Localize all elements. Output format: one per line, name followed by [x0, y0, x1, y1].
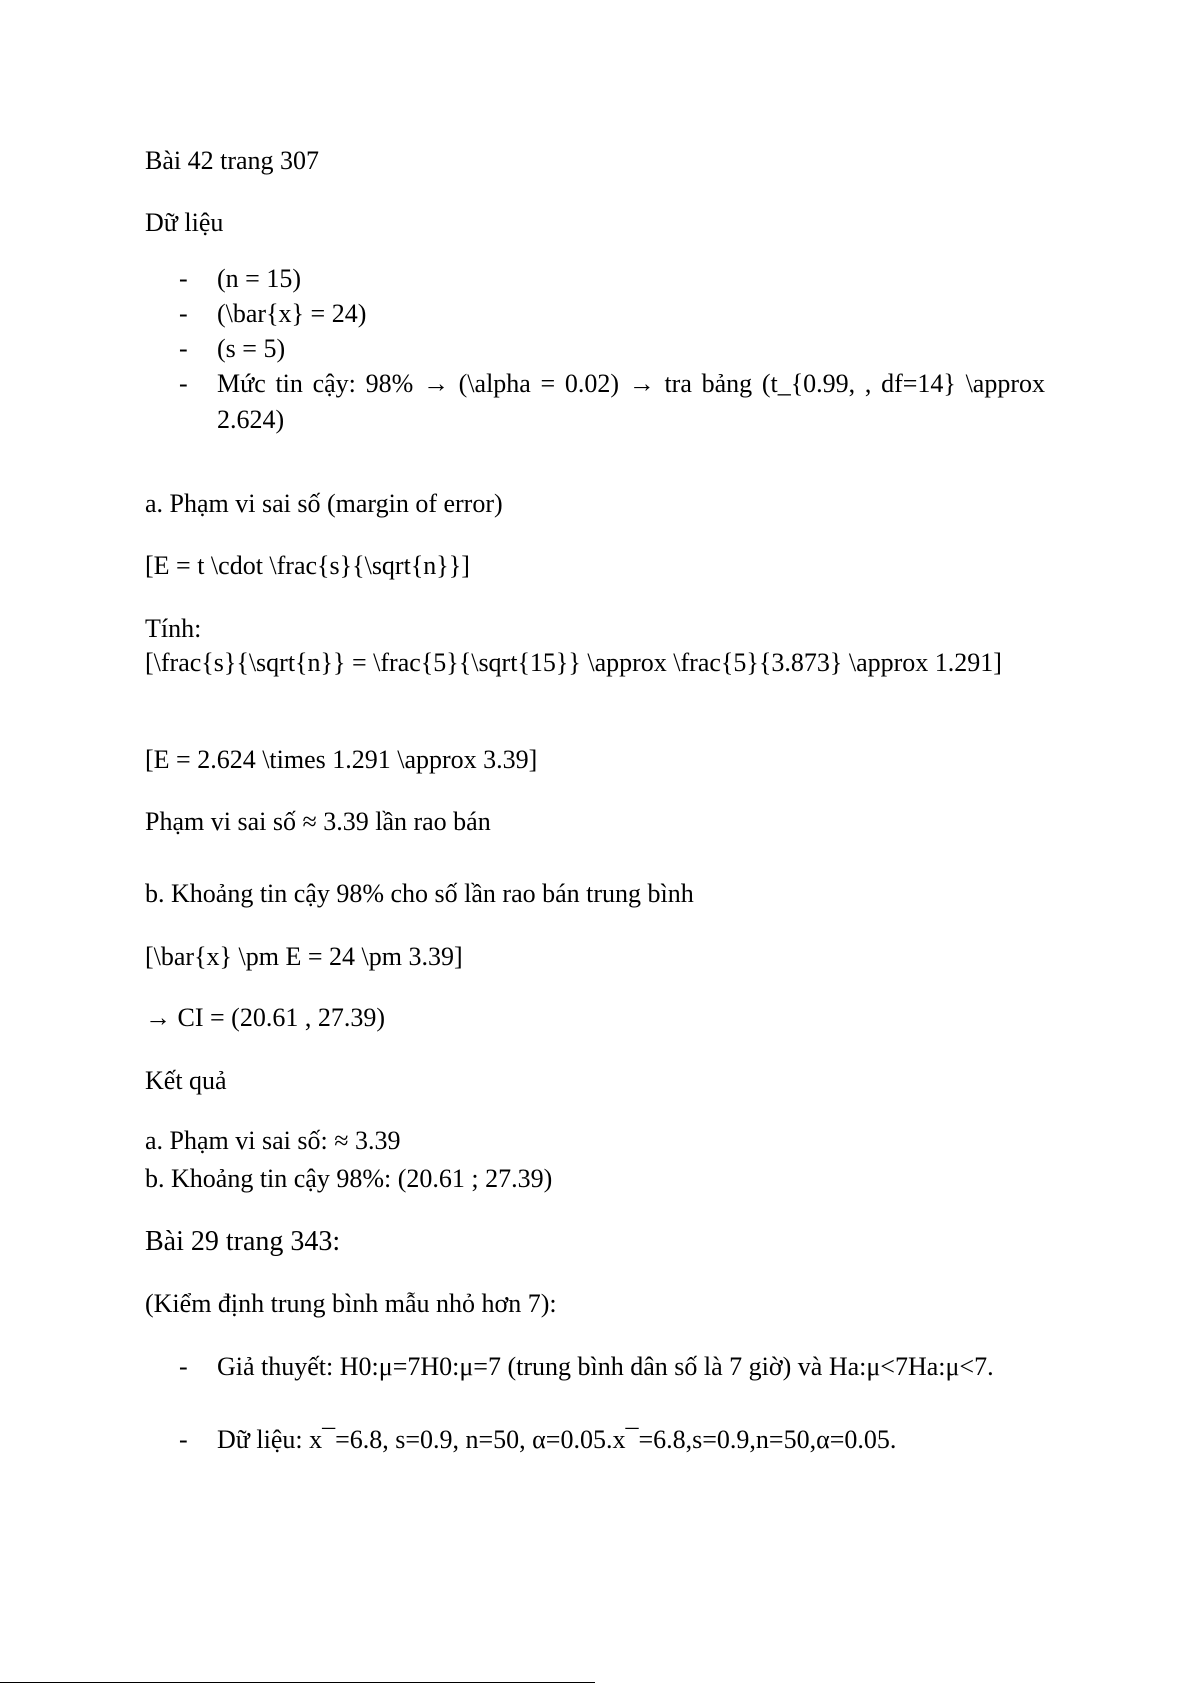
E-value-line: [E = 2.624 \times 1.291 \approx 3.39]: [145, 745, 538, 774]
bullet-s: (s = 5): [217, 334, 286, 363]
bullet-data: Dữ liệu: x¯=6.8, s=0.9, n=50, α=0.05.x¯=6.8,s=0.9,n=50,α=0.05.: [217, 1425, 897, 1454]
bullet-marker: -: [179, 264, 188, 293]
bullet-marker: -: [179, 1352, 188, 1381]
formula-margin-of-error: [E = t \cdot \frac{s}{\sqrt{n}}]: [145, 551, 470, 580]
result-a: a. Phạm vi sai số: ≈ 3.39: [145, 1126, 401, 1155]
ci-result: → CI = (20.61 , 27.39): [145, 1003, 385, 1032]
part-a-heading: a. Phạm vi sai số (margin of error): [145, 489, 503, 518]
ci-formula: [\bar{x} \pm E = 24 \pm 3.39]: [145, 942, 463, 971]
bullet-marker: -: [179, 1425, 188, 1454]
problem-42-title: Bài 42 trang 307: [145, 146, 320, 175]
data-heading: Dữ liệu: [145, 208, 224, 237]
compute-sqrt-line: [\frac{s}{\sqrt{n}} = \frac{5}{\sqrt{15}} \approx \frac{5}{3.873} \approx 1.291]: [145, 648, 1002, 677]
part-b-heading: b. Khoảng tin cậy 98% cho số lần rao bán trung bình: [145, 879, 694, 908]
bullet-marker: -: [179, 299, 188, 328]
problem-29-title: Bài 29 trang 343:: [145, 1226, 341, 1257]
results-heading: Kết quả: [145, 1066, 227, 1095]
bullet-hypothesis: Giả thuyết: H0:μ=7H0:μ=7 (trung bình dân số là 7 giờ) và Ha:μ<7Ha:μ<7.: [217, 1352, 994, 1381]
bullet-marker: -: [179, 334, 188, 363]
bullet-n: (n = 15): [217, 264, 301, 293]
result-b: b. Khoảng tin cậy 98%: (20.61 ; 27.39): [145, 1164, 553, 1193]
bullet-xbar: (\bar{x} = 24): [217, 299, 367, 328]
footnote-separator: [0, 1682, 595, 1683]
problem-29-subtitle: (Kiểm định trung bình mẫu nhỏ hơn 7):: [145, 1289, 557, 1318]
bullet-confidence: Mức tin cậy: 98% → (\alpha = 0.02) → tra bảng (t_{0.99, , df=14} \approx 2.624): [217, 369, 1045, 434]
compute-label: Tính:: [145, 614, 202, 643]
margin-result: Phạm vi sai số ≈ 3.39 lần rao bán: [145, 807, 491, 836]
bullet-marker: -: [179, 369, 188, 398]
